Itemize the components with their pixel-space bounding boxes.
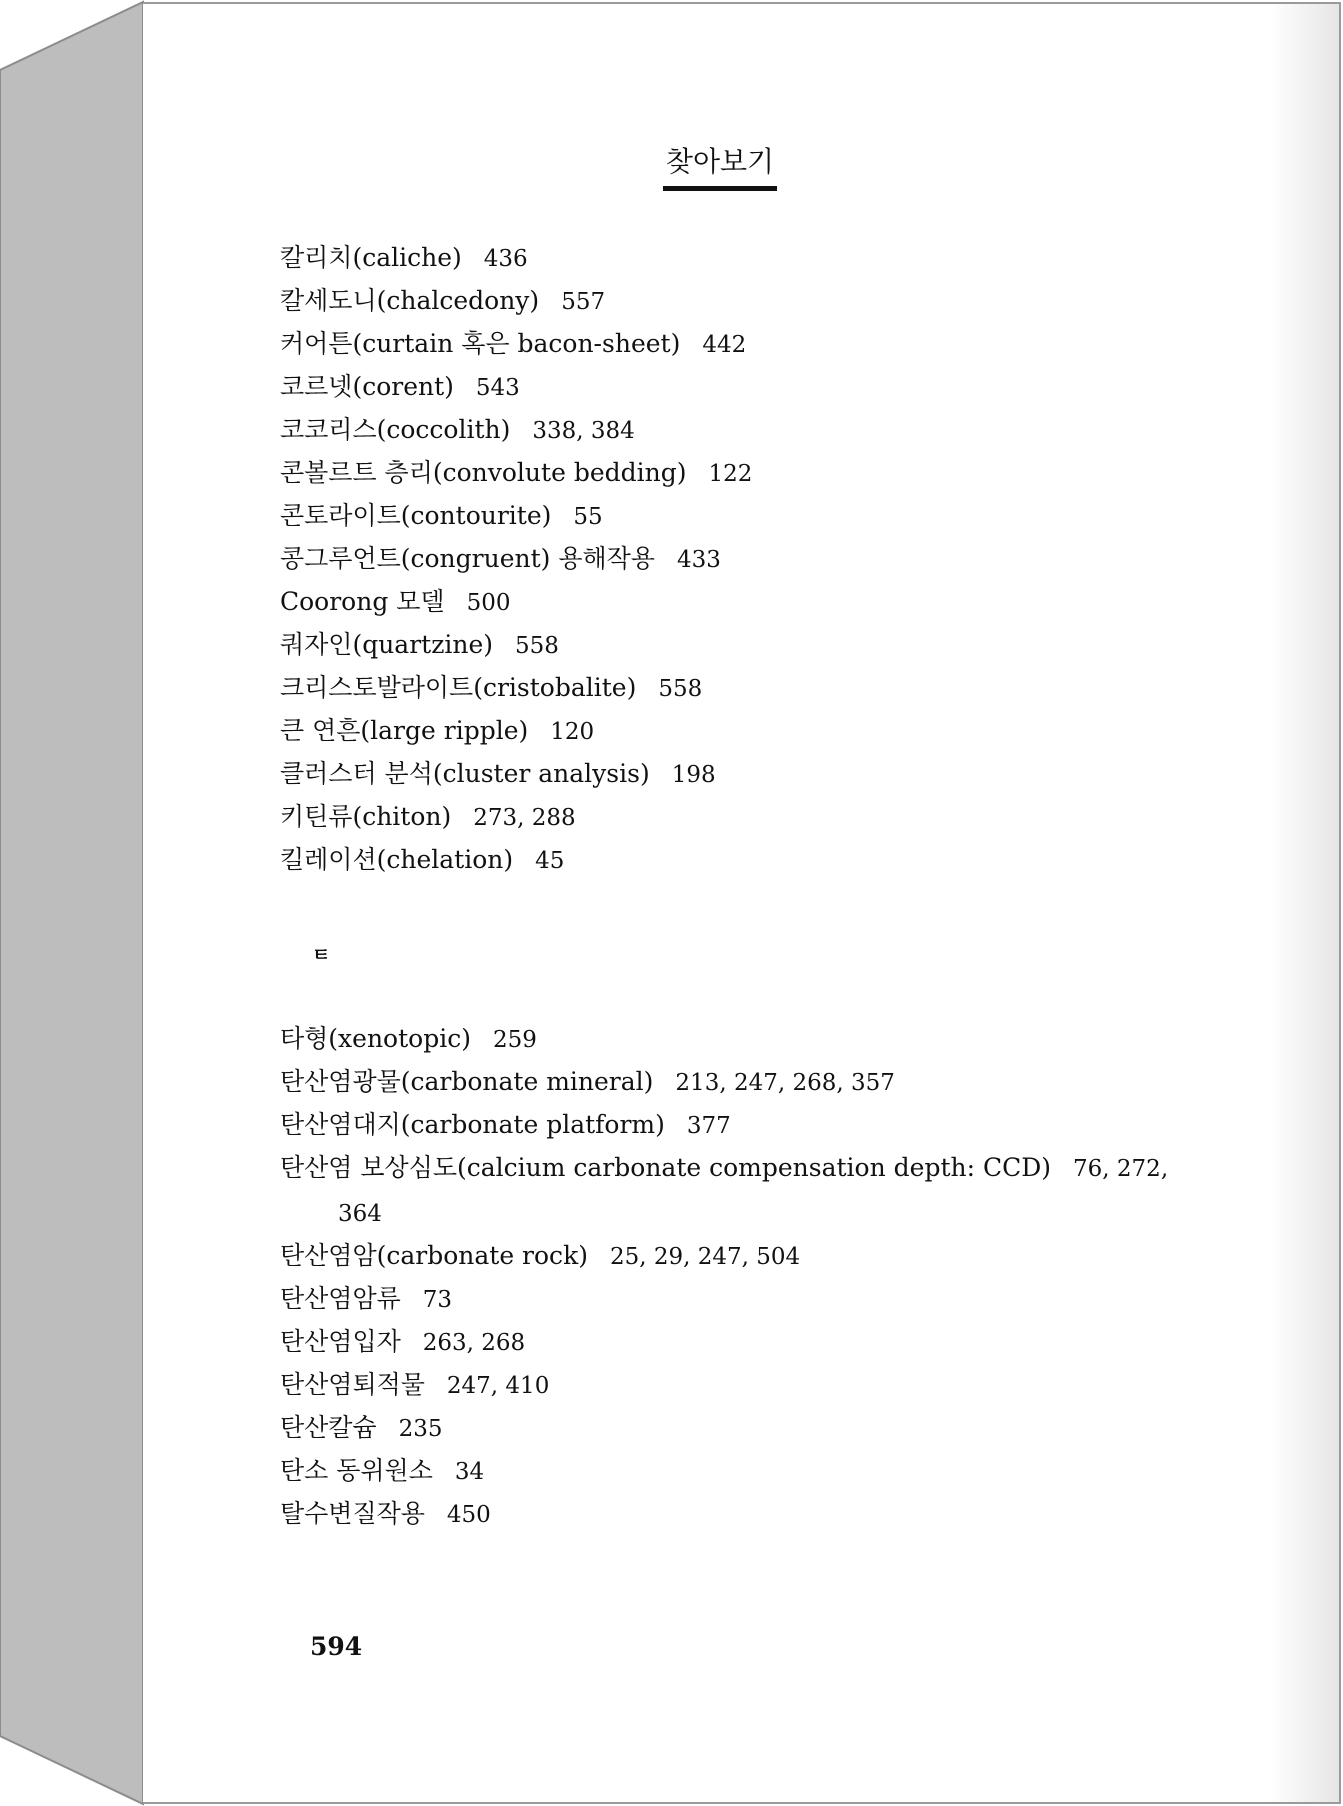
page-number: 594 xyxy=(310,1632,363,1661)
index-entry xyxy=(280,543,721,576)
index-entry xyxy=(280,414,635,447)
entry-pages: 25, 29, 247, 504 xyxy=(609,1244,801,1270)
entry-term: 콘볼르트 층리(convolute bedding) xyxy=(280,458,687,487)
entry-pages: 436 xyxy=(483,246,528,272)
entry-term: 칼리치(caliche) xyxy=(280,243,462,272)
entry-pages: 213, 247, 268, 357 xyxy=(675,1070,895,1096)
entry-term: 콩그루언트(congruent) 용해작용 xyxy=(280,544,655,573)
entry-pages: 377 xyxy=(686,1113,731,1139)
index-entry xyxy=(280,844,564,877)
page-title xyxy=(520,140,920,191)
entry-term: 탄소 동위원소 xyxy=(280,1456,433,1485)
index-entry xyxy=(280,586,511,619)
entry-pages: 558 xyxy=(658,676,703,702)
entry-pages: 76, 272, xyxy=(1073,1156,1169,1182)
entry-term: Coorong 모델 xyxy=(280,587,445,616)
entry-term: 탄산염퇴적물 xyxy=(280,1370,425,1399)
index-entry xyxy=(280,672,702,705)
index-entry xyxy=(280,1152,1168,1185)
index-entry xyxy=(280,1369,549,1402)
entry-pages: 45 xyxy=(535,848,565,874)
index-entry xyxy=(280,1326,525,1359)
entry-term: 코르넷(corent) xyxy=(280,372,454,401)
index-entry xyxy=(280,715,594,748)
index-entry xyxy=(280,1109,731,1142)
index-entry-continuation xyxy=(338,1197,382,1230)
entry-term: 탄산염입자 xyxy=(280,1327,401,1356)
entry-term: 킬레이션(chelation) xyxy=(280,845,514,874)
index-entry xyxy=(280,1066,895,1099)
section-letter: ㅌ xyxy=(312,944,331,966)
entry-pages: 338, 384 xyxy=(532,418,635,444)
entry-term: 코코리스(coccolith) xyxy=(280,415,511,444)
entry-term: 클러스터 분석(cluster analysis) xyxy=(280,759,650,788)
index-entry xyxy=(280,1023,537,1056)
page-shadow xyxy=(1269,4,1339,1802)
entry-pages: 263, 268 xyxy=(422,1330,526,1356)
entry-pages: 34 xyxy=(454,1459,485,1485)
entry-pages: 433 xyxy=(676,547,721,573)
entry-pages: 557 xyxy=(561,289,606,315)
entry-pages: 364 xyxy=(338,1201,382,1227)
entry-term: 타형(xenotopic) xyxy=(280,1024,471,1053)
entry-term: 탄산염암(carbonate rock) xyxy=(280,1241,588,1270)
entry-pages: 247, 410 xyxy=(446,1373,550,1399)
entry-term: 탈수변질작용 xyxy=(280,1499,425,1528)
entry-term: 탄산칼슘 xyxy=(280,1413,377,1442)
entry-pages: 259 xyxy=(492,1027,537,1053)
entry-pages: 198 xyxy=(671,762,716,788)
index-entry xyxy=(280,758,716,791)
index-entry xyxy=(280,242,528,275)
index-entry xyxy=(280,1283,452,1316)
entry-pages: 273, 288 xyxy=(473,805,576,831)
entry-pages: 55 xyxy=(573,504,603,530)
index-entry xyxy=(280,1498,491,1531)
index-entry xyxy=(280,371,520,404)
entry-pages: 235 xyxy=(398,1416,443,1442)
entry-pages: 543 xyxy=(475,375,520,401)
index-entry xyxy=(280,328,746,361)
entry-pages: 500 xyxy=(466,590,511,616)
index-entry xyxy=(280,285,605,318)
entry-term: 탄산염광물(carbonate mineral) xyxy=(280,1067,654,1096)
entry-term: 크리스토발라이트(cristobalite) xyxy=(280,673,637,702)
entry-term: 콘토라이트(contourite) xyxy=(280,501,552,530)
entry-term: 큰 연흔(large ripple) xyxy=(280,716,529,745)
entry-term: 탄산염대지(carbonate platform) xyxy=(280,1110,665,1139)
page-title-text: 찾아보기 xyxy=(663,140,777,191)
entry-pages: 120 xyxy=(550,719,595,745)
index-entry xyxy=(280,1240,800,1273)
index-entry xyxy=(280,629,559,662)
index-entry xyxy=(280,457,752,490)
entry-pages: 558 xyxy=(515,633,559,659)
entry-term: 칼세도니(chalcedony) xyxy=(280,286,540,315)
entry-pages: 450 xyxy=(446,1502,491,1528)
entry-term: 탄산염 보상심도(calcium carbonate compensation depth: CCD) xyxy=(280,1153,1052,1182)
entry-term: 커어튼(curtain 혹은 bacon-sheet) xyxy=(280,329,681,358)
entry-term: 쿼자인(quartzine) xyxy=(280,630,494,659)
entry-pages: 442 xyxy=(702,332,747,358)
index-entry xyxy=(280,1412,443,1445)
index-entry xyxy=(280,801,576,834)
entry-pages: 122 xyxy=(708,461,753,487)
index-entry xyxy=(280,500,603,533)
entry-term: 키틴류(chiton) xyxy=(280,802,452,831)
index-entry xyxy=(280,1455,484,1488)
entry-pages: 73 xyxy=(422,1287,453,1313)
entry-term: 탄산염암류 xyxy=(280,1284,401,1313)
